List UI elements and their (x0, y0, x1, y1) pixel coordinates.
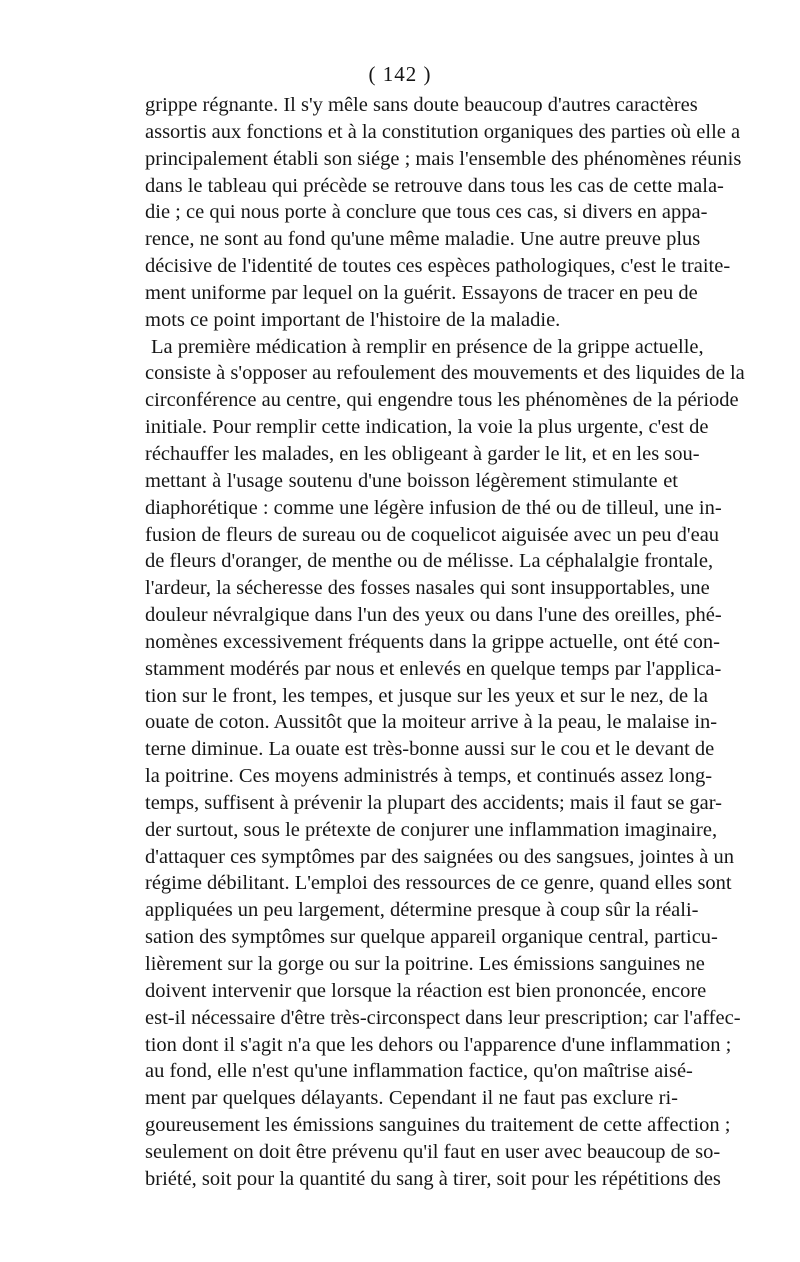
text-line: d'attaquer ces symptômes par des saignées ou des sangsues, jointes à un (145, 845, 734, 868)
text-line: la poitrine. Ces moyens administrés à temps, et continués assez long- (145, 765, 713, 788)
text-line: mettant à l'usage soutenu d'une boisson légèrement stimulante et (145, 469, 678, 492)
text-line: goureusement les émissions sanguines du traitement de cette affection ; (145, 1114, 731, 1137)
text-line: tion dont il s'agit n'a que les dehors ou l'apparence d'une inflammation ; (145, 1033, 732, 1056)
text-line: nomènes excessivement fréquents dans la grippe actuelle, ont été con- (145, 630, 720, 653)
text-line: consiste à s'opposer au refoulement des mouvements et des liquides de la (145, 362, 745, 385)
text-line: est-il nécessaire d'être très-circonspect dans leur prescription; car l'affec- (145, 1006, 741, 1029)
text-line: stamment modérés par nous et enlevés en quelque temps par l'applica- (145, 657, 722, 680)
text-line: fusion de fleurs de sureau ou de coquelicot aiguisée avec un peu d'eau (145, 523, 720, 546)
text-line: lièrement sur la gorge ou sur la poitrine. Les émissions sanguines ne (145, 953, 705, 975)
text-line: initiale. Pour remplir cette indication, la voie la plus urgente, c'est de (145, 416, 709, 439)
text-line: décisive de l'identité de toutes ces espèces pathologiques, c'est le traite- (145, 255, 731, 278)
text-line: temps, suffisent à prévenir la plupart des accidents; mais il faut se gar- (145, 791, 723, 814)
page-number: ( 142 ) (368, 62, 432, 86)
text-line: dans le tableau qui précède se retrouve dans tous les cas de cette mala- (145, 174, 724, 197)
text-line: der surtout, sous le prétexte de conjurer une inflammation imaginaire, (145, 818, 718, 841)
text-line: sation des symptômes sur quelque appareil organique central, particu- (145, 926, 718, 949)
text-line: die ; ce qui nous porte à conclure que tous ces cas, si divers en appa- (145, 201, 708, 224)
text-line: douleur névralgique dans l'un des yeux ou dans l'une des oreilles, phé- (145, 604, 722, 627)
text-line: appliquées un peu largement, détermine presque à coup sûr la réali- (145, 899, 699, 922)
text-line: doivent intervenir que lorsque la réaction est bien prononcée, encore (145, 979, 707, 1002)
text-line: réchauffer les malades, en les obligeant à garder le lit, et en les sou- (145, 442, 700, 465)
text-line: ouate de coton. Aussitôt que la moiteur arrive à la peau, le malaise in- (145, 711, 718, 734)
text-line: terne diminue. La ouate est très-bonne aussi sur le cou et le devant de (145, 738, 715, 761)
text-line: circonférence au centre, qui engendre tous les phénomènes de la période (145, 389, 739, 412)
text-line: rence, ne sont au fond qu'une même maladie. Une autre preuve plus (145, 228, 701, 251)
text-line: tion sur le front, les tempes, et jusque sur les yeux et sur le nez, de la (145, 684, 709, 707)
text-line: ment par quelques délayants. Cependant il ne faut pas exclure ri- (145, 1087, 678, 1110)
paragraph-end-line: mots ce point important de l'histoire de la maladie. (145, 308, 561, 331)
text-line: régime débilitant. L'emploi des ressources de ce genre, quand elles sont (145, 872, 732, 895)
text-line: seulement on doit être prévenu qu'il faut en user avec beaucoup de so- (145, 1140, 721, 1163)
text-line: l'ardeur, la sécheresse des fosses nasales qui sont insupportables, une (145, 577, 710, 600)
paragraph-start-line: La première médication à remplir en présence de la grippe actuelle, (151, 335, 704, 358)
text-line: diaphorétique : comme une légère infusion de thé ou de tilleul, une in- (145, 496, 722, 519)
body-text (145, 92, 745, 1193)
text-line: grippe régnante. Il s'y mêle sans doute beaucoup d'autres caractères (145, 94, 698, 116)
text-line: ment uniforme par lequel on la guérit. Essayons de tracer en peu de (145, 281, 698, 304)
text-line: assortis aux fonctions et à la constitution organiques des parties où elle a (145, 120, 741, 143)
text-line: au fond, elle n'est qu'une inflammation factice, qu'on maîtrise aisé- (145, 1060, 693, 1083)
text-line: de fleurs d'oranger, de menthe ou de mélisse. La céphalalgie frontale, (145, 550, 714, 573)
text-line: briété, soit pour la quantité du sang à tirer, soit pour les répétitions des (145, 1167, 721, 1190)
text-line: principalement établi son siége ; mais l'ensemble des phénomènes réunis (145, 147, 742, 170)
